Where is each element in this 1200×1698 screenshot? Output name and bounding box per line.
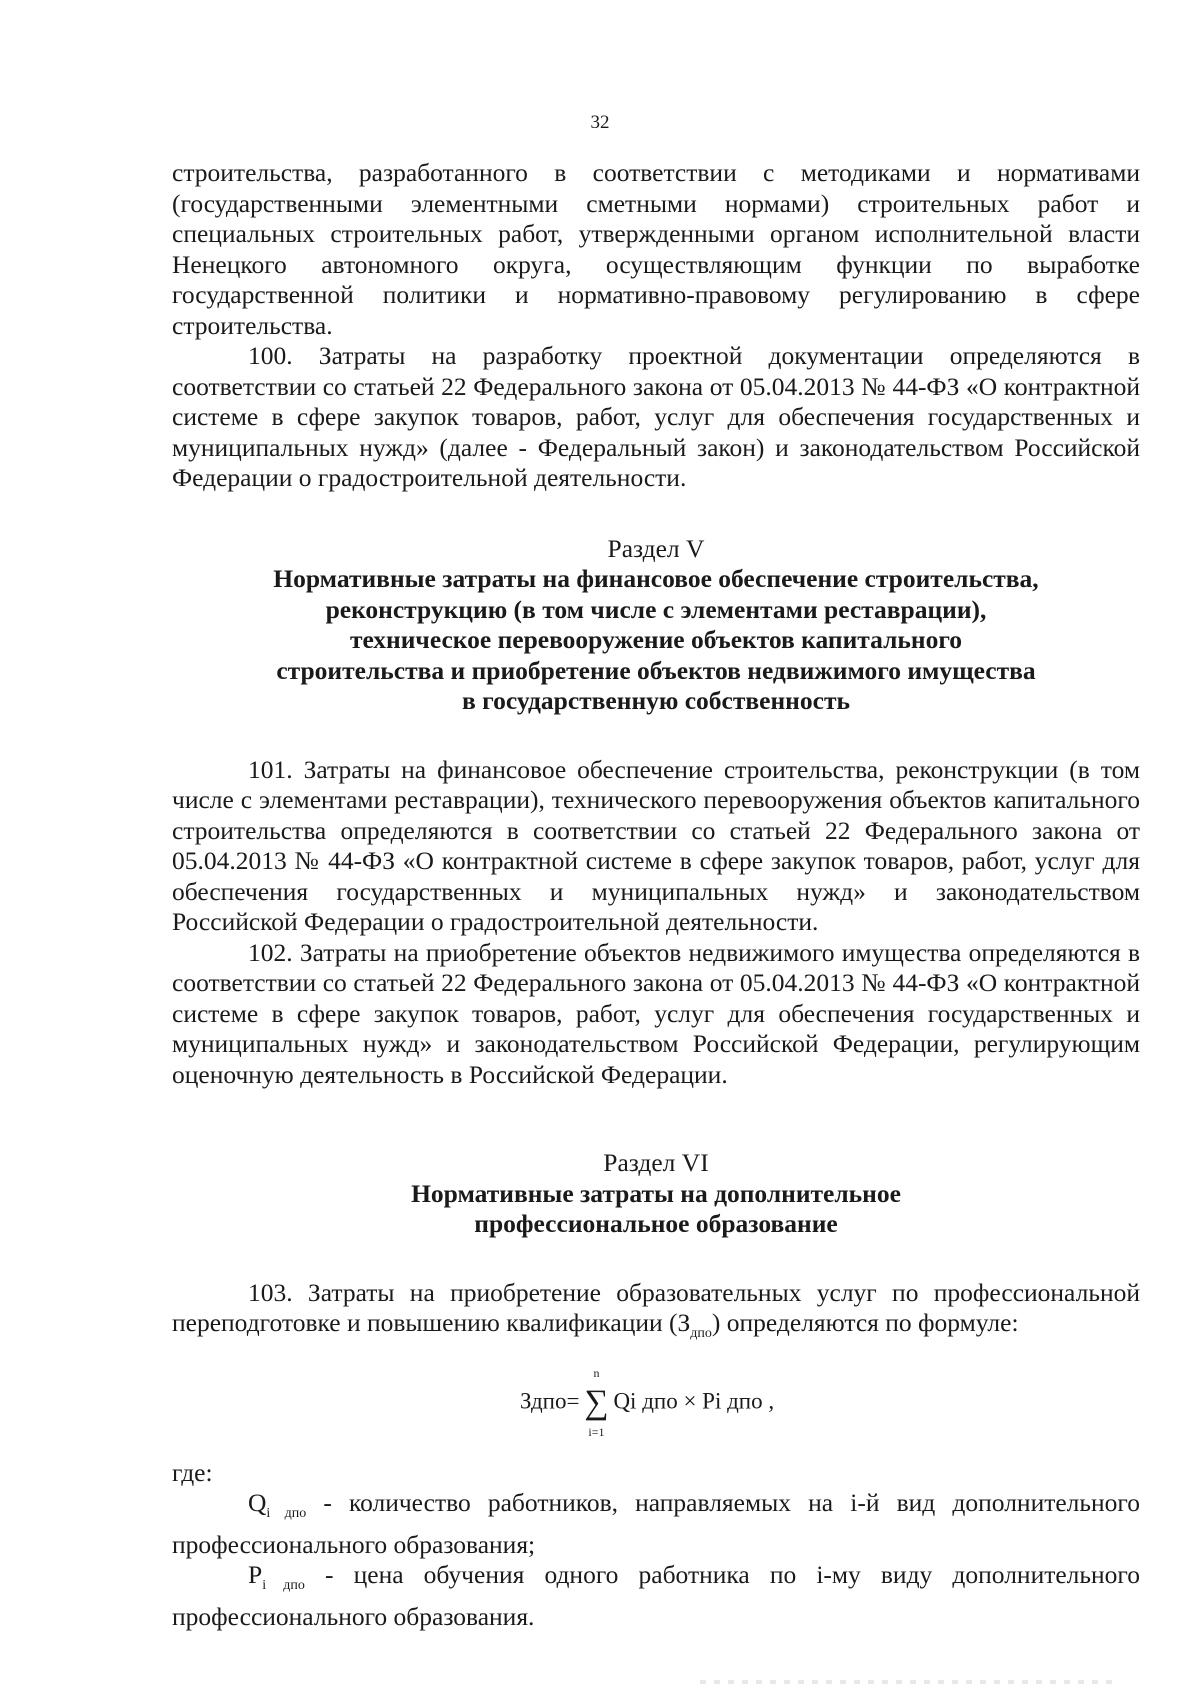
paragraph-103 bbox=[172, 1278, 1140, 1350]
document-body bbox=[172, 158, 1140, 1632]
paragraph-102: 102. Затраты на приобретение объектов недвижимого имущества определяются в соответствии со статьей 22 Федерального закона от 05.04.2013 № 44-ФЗ «О контрактной системе в сфере закупок товаров, работ, услуг для обеспечения государственных и муниципальных нужд» и законодательством Российской Федерации, регулирующим оценочную деятельность в Российской Федерации. bbox=[172, 937, 1140, 1089]
section-6-title: Нормативные затраты на дополнительное профессиональное образование bbox=[411, 1178, 901, 1238]
where-label: где: bbox=[172, 1457, 213, 1487]
formula bbox=[520, 1365, 775, 1439]
paragraph-103-text-end: ) определяются по формуле: bbox=[711, 1308, 1019, 1337]
page-number: 32 bbox=[590, 112, 610, 133]
paragraph-100: 100. Затраты на разработку проектной документации определяются в соответствии со статьей 22 Федерального закона от 05.04.2013 № 44-ФЗ «О контрактной системе в сфере закупок товаров, работ, услуг для обеспечения государственных и муниципальных нужд» (далее - Федеральный закон) и законодательством Российской Федерации о градостроительной деятельности. bbox=[172, 341, 1140, 492]
formula-lhs: Здпо= bbox=[520, 1387, 580, 1413]
definition-q-subscript: i дпо bbox=[266, 1506, 307, 1522]
formula-rhs: Qi дпо × Pi дпо , bbox=[613, 1387, 775, 1413]
sigma-symbol: ∑ bbox=[584, 1383, 609, 1421]
definition-q-text: - количество работников, направляемых на i-й вид дополнительного профессионального образования; bbox=[172, 1488, 1140, 1559]
sigma-lower-limit: i=1 bbox=[588, 1424, 605, 1439]
definition-p-subscript: i дпо bbox=[262, 1578, 305, 1594]
section-5-heading bbox=[172, 534, 1140, 717]
section-5-label: Раздел V bbox=[607, 533, 705, 563]
definition-p bbox=[172, 1560, 1140, 1632]
definition-q-symbol: Q bbox=[248, 1488, 267, 1518]
section-6-heading bbox=[172, 1148, 1140, 1240]
paragraph-103-subscript: дпо bbox=[690, 1326, 712, 1342]
sigma-upper-limit: n bbox=[593, 1365, 600, 1380]
definition-p-symbol: P bbox=[248, 1560, 263, 1590]
section-5-title: Нормативные затраты на финансовое обеспечение строительства, реконструкцию (в том числе с элементами реставрации), техническое перевооружение объектов капитального строительства и приобретение объектов недвижимого имущества в государственную собственность bbox=[273, 564, 1039, 715]
section-6-label: Раздел VI bbox=[603, 1148, 709, 1177]
definition-q bbox=[172, 1488, 1140, 1560]
formula-block bbox=[172, 1365, 1140, 1458]
sum-sigma bbox=[581, 1365, 611, 1439]
scan-artifact bbox=[700, 1680, 1120, 1684]
definition-p-text: - цена обучения одного работника по i-му виду дополнительного профессионального образования. bbox=[172, 1560, 1141, 1631]
paragraph-103-text: 103. Затраты на приобретение образовательных услуг по профессиональной переподготовке и повышению квалификации (З bbox=[172, 1277, 1140, 1337]
paragraph-101: 101. Затраты на финансовое обеспечение строительства, реконструкции (в том числе с элементами реставрации), технического перевооружения объектов капитального строительства определяются в соответствии со статьей 22 Федерального закона от 05.04.2013 № 44-ФЗ «О контрактной системе в сфере закупок товаров, работ, услуг для обеспечения государственных и муниципальных нужд» и законодательством Российской Федерации о градостроительной деятельности. bbox=[172, 754, 1140, 936]
paragraph-intro: строительства, разработанного в соответствии с методиками и нормативами (государственными элементными сметными нормами) строительных работ и специальных строительных работ, утвержденными органом исполнительной власти Ненецкого автономного округа, осуществляющим функции по выработке государственной политики и нормативно-правовому регулированию в сфере строительства. bbox=[172, 158, 1140, 340]
